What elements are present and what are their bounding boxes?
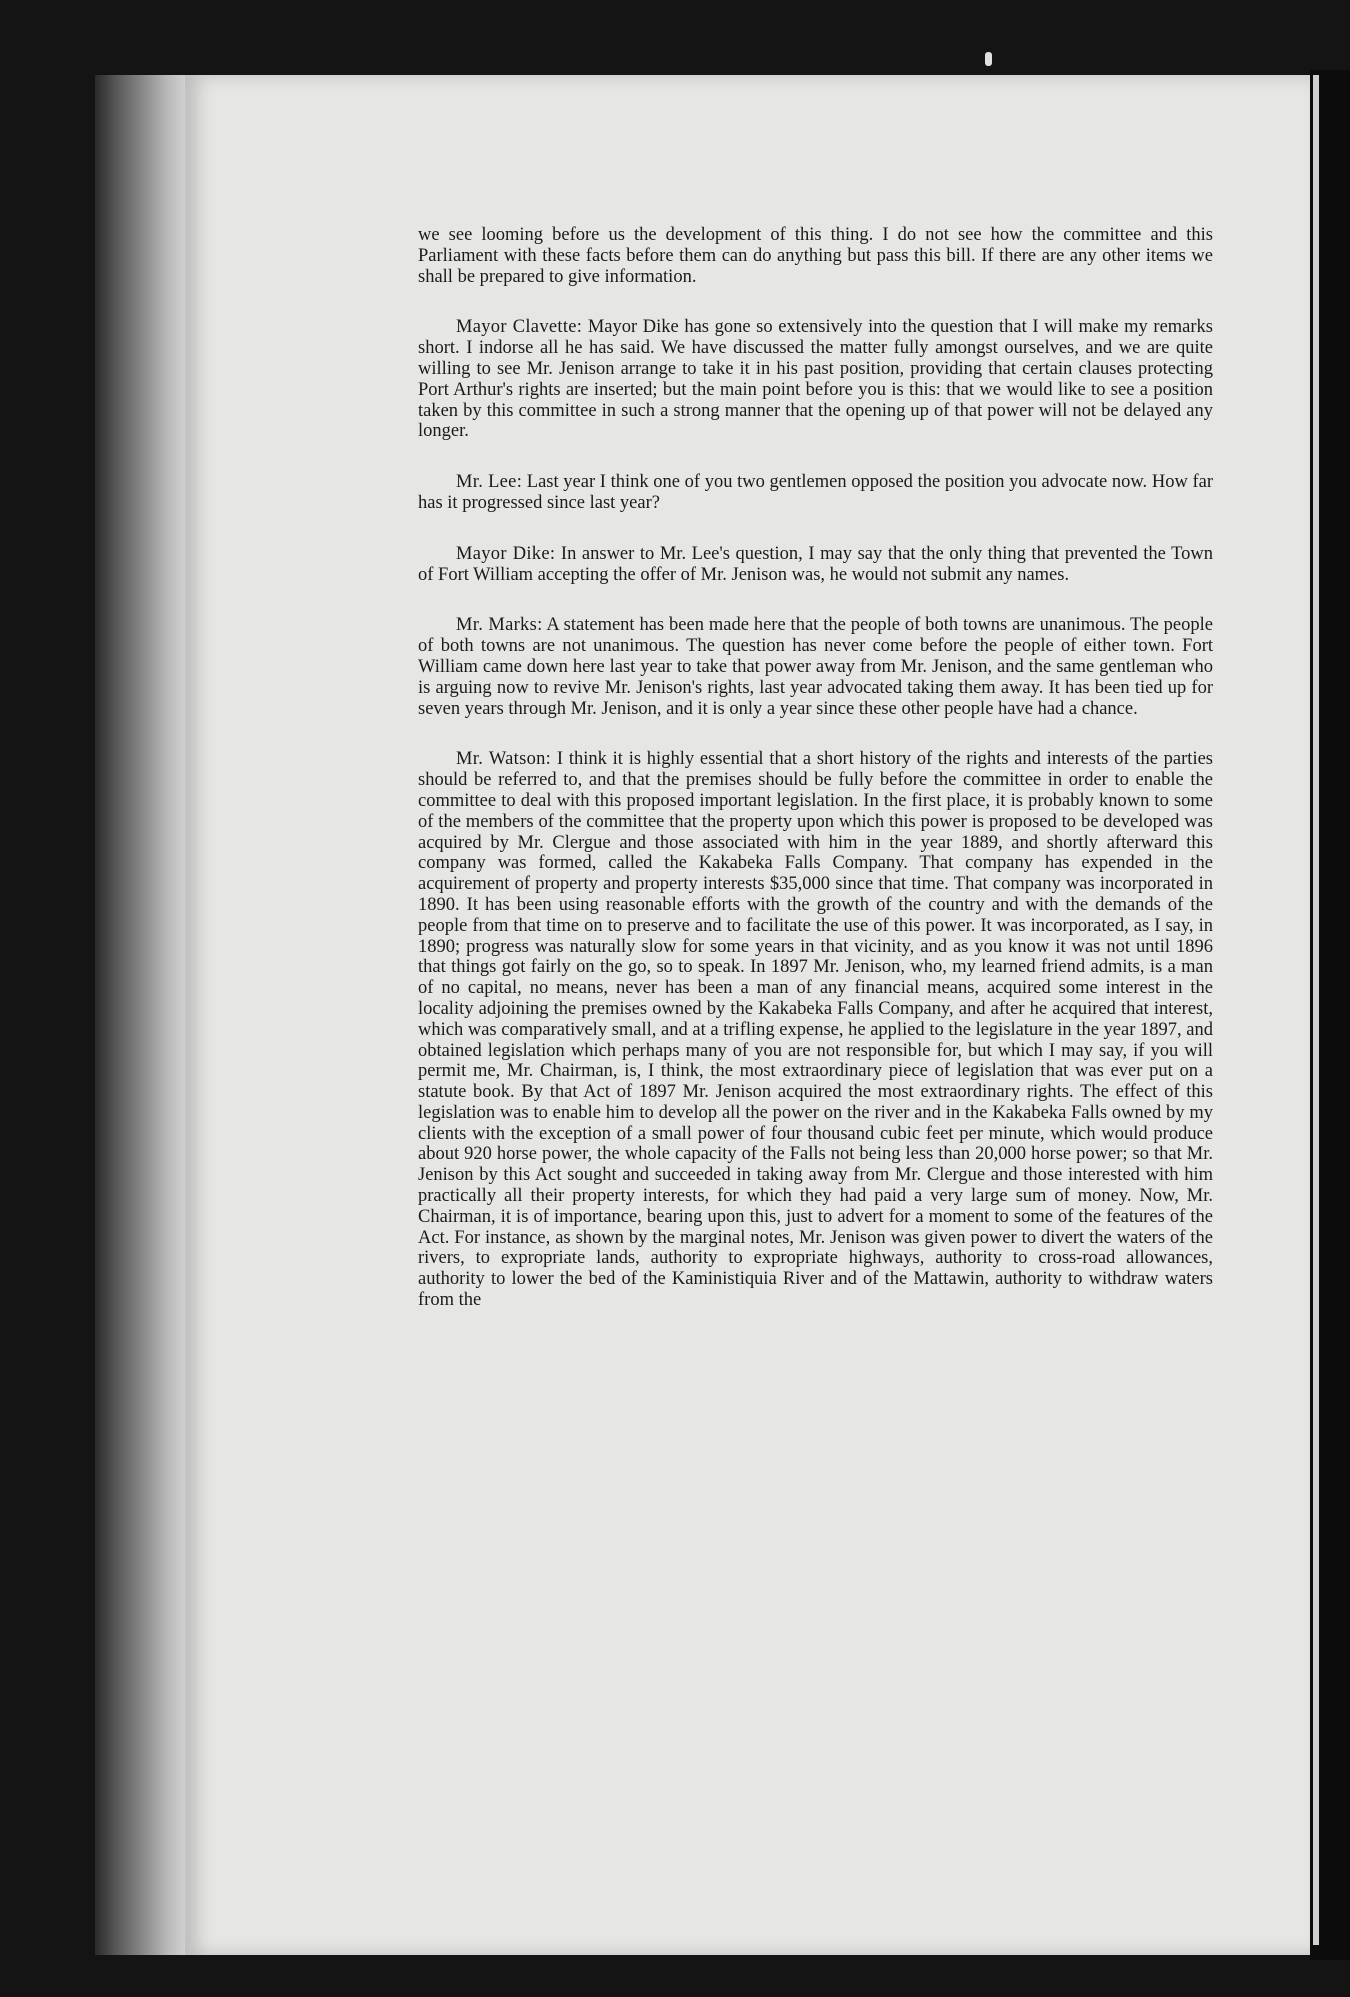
paragraph-text: I think it is highly essential that a short history of the rights and interests of the parties should be referred to, and that the premises should be fully before the committee in order to enable the committee to deal with this proposed important legislation. In the first place, it is probably known to some of the members of the committee that the property upon which this power is proposed to be developed was acquired by Mr. Clergue and those associated with him in the year 1889, and shortly afterward this company was formed, called the Kakabeka Falls Company. That company has expended in the acquirement of property and property interests $35,000 since that time. That company was incorporated in 1890. It has been using reasonable efforts with the growth of the country and with the demands of the people from that time on to preserve and to facilitate the use of this power. It was incorporated, as I say, in 1890; progress was naturally slow for some years in that vicinity, and as you know it was not until 1896 that things got fairly on the go, so to speak. In 1897 Mr. Jenison, who, my learned friend admits, is a man of no capital, no means, never has been a man of any financial means, acquired some interest in the locality adjoining the premises owned by the Kakabeka Falls Company, and after he acquired that interest, which was comparatively small, and at a trifling expense, he applied to the legislature in the year 1897, and obtained legislation which perhaps many of you are not responsible for, but which I may say, if you will permit me, Mr. Chairman, is, I think, the most extraordinary piece of legislation that was ever put on a statute book. By that Act of 1897 Mr. Jenison acquired the most extraordinary rights. The effect of this legislation was to enable him to develop all the power on the river and in the Kakabeka Falls owned by my clients with the exception of a small power of four thousand cubic feet per minute, which would produce about 920 horse power, the whole capacity of the Falls not being less than 20,000 horse power; so that Mr. Jenison by this Act sought and succeeded in taking away from Mr. Clergue and those interested with him practically all their property interests, for which they had paid a very large sum of money. Now, Mr. Chairman, it is of importance, bearing upon this, just to advert for a moment to some of the features of the Act. For instance, as shown by the marginal notes, Mr. Jenison was given power to divert the waters of the rivers, to expropriate lands, authority to expropriate highways, authority to cross-road allowances, authority to lower the bed of the Kaministiquia River and of the Mattawin, authority to withdraw waters from the	[418, 749, 1213, 1311]
paragraph-text: Mayor Dike has gone so extensively into the question that I will make my remarks short. I indorse all he has said. We have discussed the matter fully amongst ourselves, and we are quite willing to see Mr. Jenison arrange to take it in his past position, providing that certain clauses protecting Port Arthur's rights are inserted; but the main point before you is this: that we would like to see a position taken by this committee in such a strong manner that the opening up of that power will not be delayed any longer.	[418, 317, 1213, 442]
document-body	[418, 225, 1213, 1341]
paragraph	[418, 615, 1213, 719]
paragraph	[418, 749, 1213, 1311]
book-binding-shadow	[95, 75, 185, 1955]
speaker-name: Mr. Marks:	[456, 615, 543, 636]
paragraph	[418, 544, 1213, 586]
paragraph	[418, 472, 1213, 514]
paragraph	[418, 225, 1213, 287]
paragraph-text: Last year I think one of you two gentlemen opposed the position you advocate now. How far has it progressed since last year?	[418, 472, 1213, 513]
paragraph-text: A statement has been made here that the people of both towns are unanimous. The people of both towns are not unanimous. The question has never come before the people of either town. Fort William came down here last year to take that power away from Mr. Jenison, and the same gentleman who is arguing now to revive Mr. Jenison's rights, last year advocated taking them away. It has been tied up for seven years through Mr. Jenison, and it is only a year since these other people have had a chance.	[418, 615, 1213, 719]
speaker-name: Mayor Clavette:	[456, 317, 583, 338]
paragraph-text: we see looming before us the development of this thing. I do not see how the committee and this Parliament with these facts before them can do anything but pass this bill. If there are any other items we shall be prepared to give information.	[418, 225, 1213, 287]
speaker-name: Mr. Watson:	[456, 749, 552, 770]
scan-speck	[985, 52, 992, 66]
speaker-name: Mr. Lee:	[456, 472, 523, 493]
speaker-name: Mayor Dike:	[456, 543, 556, 564]
paragraph	[418, 317, 1213, 442]
page-edge-line	[1313, 75, 1319, 1945]
paragraph-text: In answer to Mr. Lee's question, I may say that the only thing that prevented the Town of Fort William accepting the offer of Mr. Jenison was, he would not submit any names.	[418, 543, 1213, 585]
